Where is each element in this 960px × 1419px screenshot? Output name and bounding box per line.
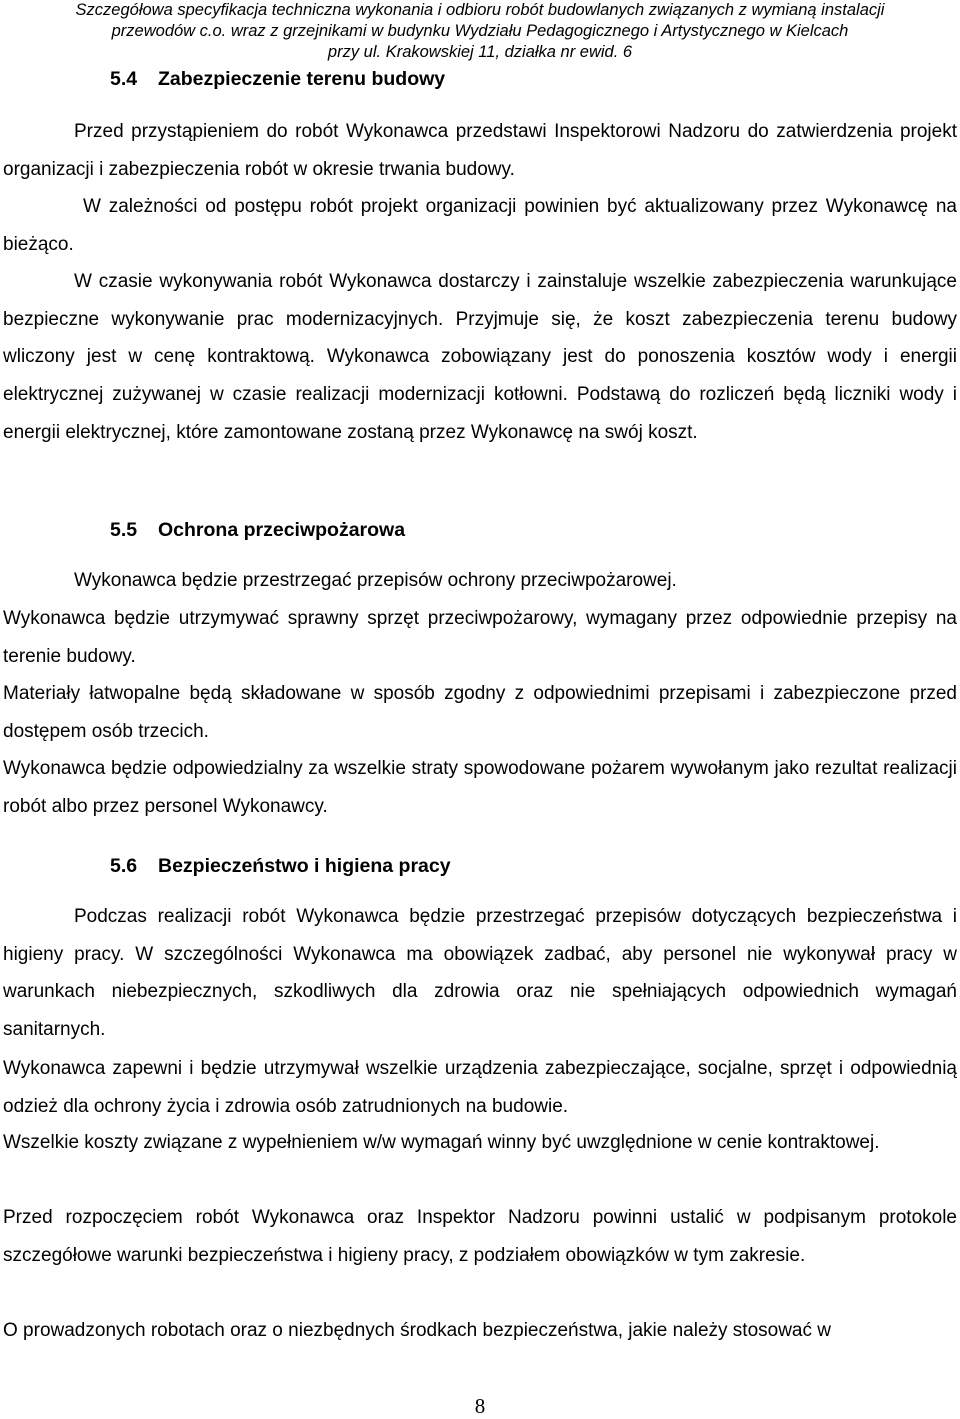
header-line-1: Szczegółowa specyfikacja techniczna wykonania i odbioru robót budowlanych związanych z wymianą instalacji xyxy=(75,1,885,19)
paragraph: Wykonawca będzie utrzymywać sprawny sprzęt przeciwpożarowy, wymagany przez odpowiednie przepisy na terenie budowy. xyxy=(3,608,957,667)
section-heading-5-4 xyxy=(110,68,445,91)
paragraph: Wykonawca będzie przestrzegać przepisów ochrony przeciwpożarowej. xyxy=(74,570,677,591)
paragraph: Materiały łatwopalne będą składowane w sposób zgodny z odpowiednimi przepisami i zabezpieczone przed dostępem osób trzecich. xyxy=(3,683,957,742)
section-heading-5-6 xyxy=(110,855,451,878)
page-number: 8 xyxy=(474,1394,486,1418)
paragraph: W czasie wykonywania robót Wykonawca dostarczy i zainstaluje wszelkie zabezpieczenia warunkujące bezpieczne wykonywanie prac modernizacyjnych. Przyjmuje się, że koszt zabezpieczenia terenu budowy wliczony jest w cenę kontraktową. Wykonawca zobowiązany jest do ponoszenia kosztów wody i energii elektrycznej zużywanej w czasie realizacji modernizacji kotłowni. Podstawą do rozliczeń będą liczniki wody i energii elektrycznej, które zamontowane zostaną przez Wykonawcę na swój koszt. xyxy=(3,271,957,443)
paragraph: W zależności od postępu robót projekt organizacji powinien być aktualizowany przez Wykonawcę na bieżąco. xyxy=(3,196,957,255)
section-number: 5.5 xyxy=(110,519,138,541)
paragraph: Wszelkie koszty związane z wypełnieniem w/w wymagań winny być uwzględnione w cenie kontraktowej. xyxy=(3,1132,880,1153)
section-title: Bezpieczeństwo i higiena pracy xyxy=(158,855,451,877)
header-line-2: przewodów c.o. wraz z grzejnikami w budynku Wydziału Pedagogicznego i Artystycznego w Kielcach xyxy=(111,22,849,40)
paragraph: Podczas realizacji robót Wykonawca będzie przestrzegać przepisów dotyczących bezpieczeństwa i higieny pracy. W szczególności Wykonawca ma obowiązek zadbać, aby personel nie wykonywał pracy w warunkach niebezpiecznych, szkodliwych dla zdrowia oraz nie spełniających odpowiednich wymagań sanitarnych. xyxy=(3,906,957,1041)
paragraph: Przed rozpoczęciem robót Wykonawca oraz Inspektor Nadzoru powinni ustalić w podpisanym protokole szczegółowe warunki bezpieczeństwa i higieny pracy, z podziałem obowiązków w tym zakresie. xyxy=(3,1207,957,1266)
paragraph: Przed przystąpieniem do robót Wykonawca przedstawi Inspektorowi Nadzoru do zatwierdzenia projekt organizacji i zabezpieczenia robót w okresie trwania budowy. xyxy=(3,121,957,180)
section-title: Ochrona przeciwpożarowa xyxy=(158,519,406,541)
section-heading-5-5 xyxy=(110,519,405,542)
paragraph: O prowadzonych robotach oraz o niezbędnych środkach bezpieczeństwa, jakie należy stosować w xyxy=(3,1320,832,1341)
section-number: 5.4 xyxy=(110,68,138,90)
section-title: Zabezpieczenie terenu budowy xyxy=(158,68,446,90)
section-number: 5.6 xyxy=(110,855,138,877)
paragraph: Wykonawca zapewni i będzie utrzymywał wszelkie urządzenia zabezpieczające, socjalne, sprzęt i odpowiednią odzież dla ochrony życia i zdrowia osób zatrudnionych na budowie. xyxy=(3,1058,957,1117)
header-line-3: przy ul. Krakowskiej 11, działka nr ewid. 6 xyxy=(327,43,633,61)
page-header xyxy=(0,0,960,63)
paragraph: Wykonawca będzie odpowiedzialny za wszelkie straty spowodowane pożarem wywołanym jako rezultat realizacji robót albo przez personel Wykonawcy. xyxy=(3,758,957,817)
